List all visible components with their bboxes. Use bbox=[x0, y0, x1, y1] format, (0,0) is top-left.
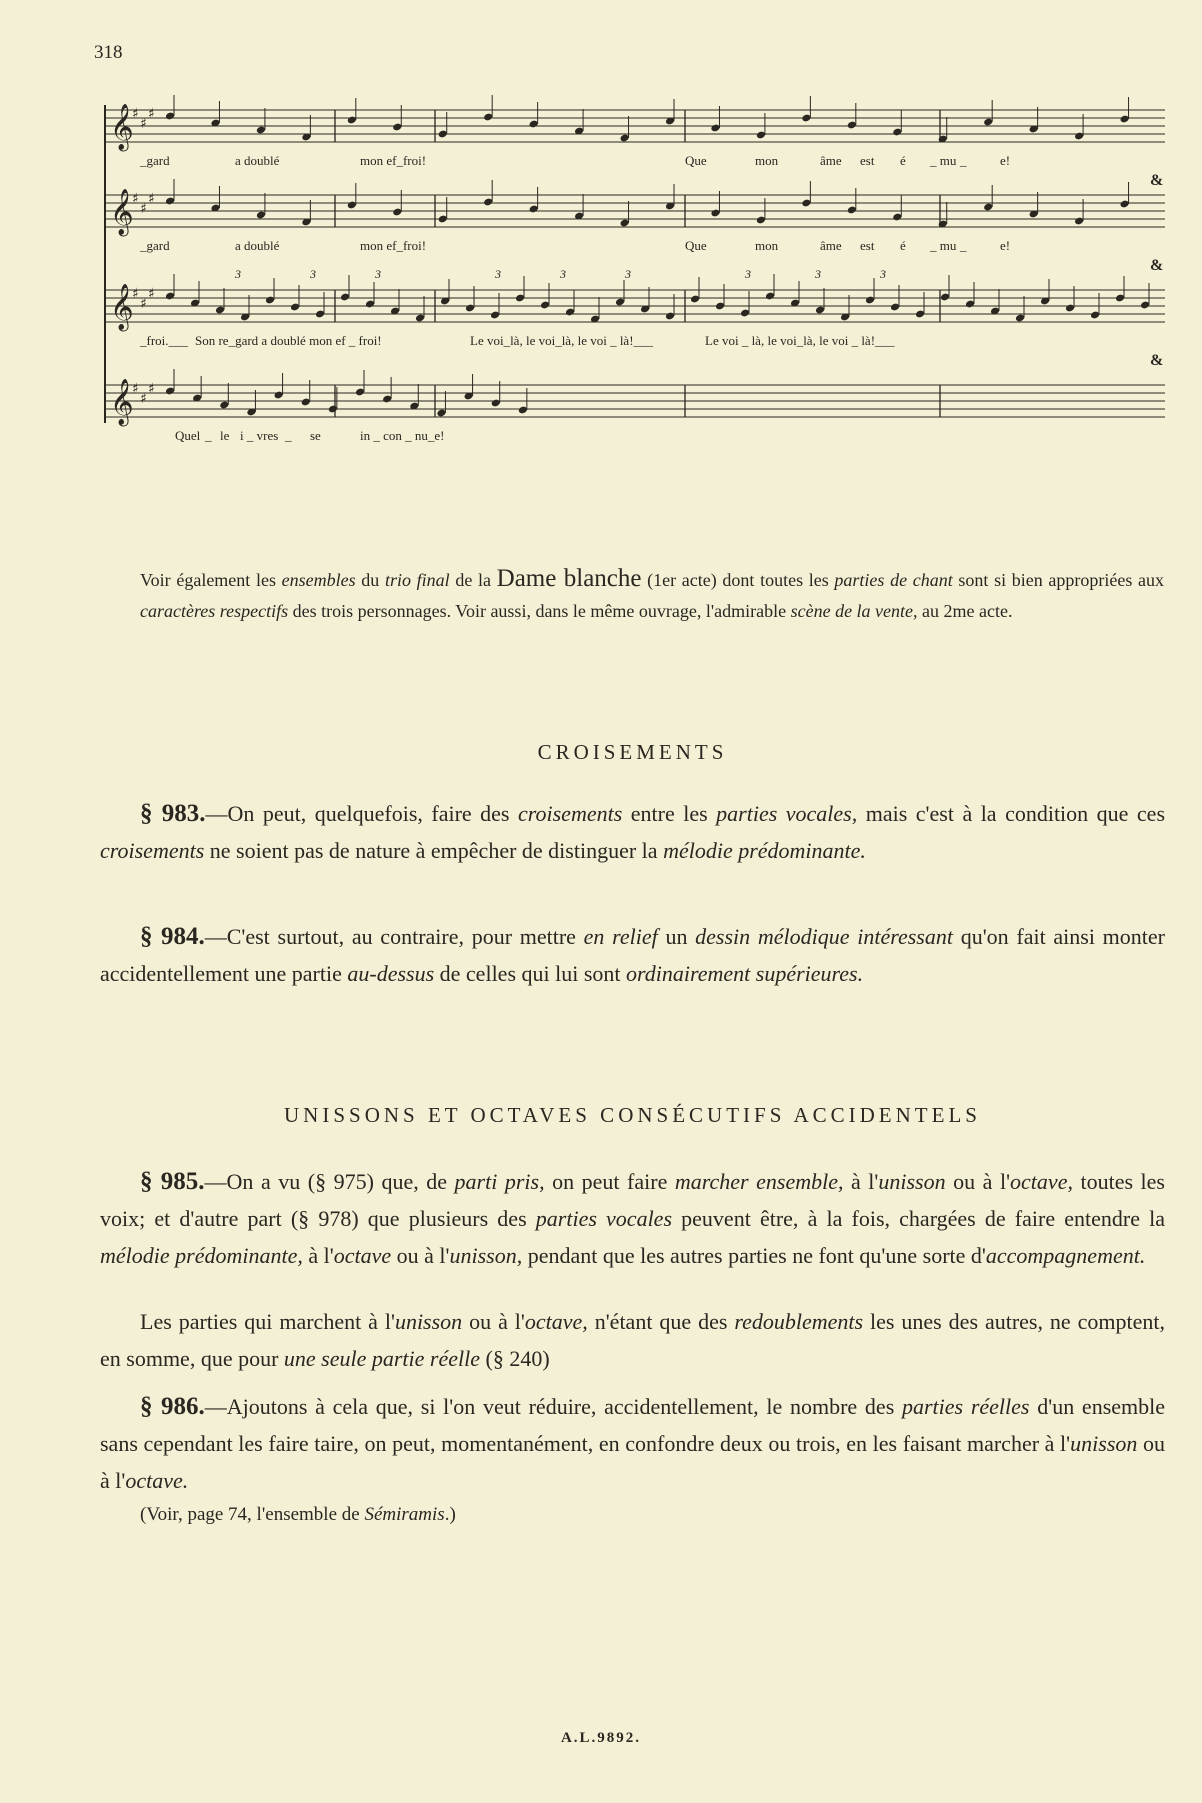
tuplet-mark: 3 bbox=[310, 267, 316, 281]
lyric-syllable: âme bbox=[820, 238, 842, 253]
lyric-syllable: âme bbox=[820, 153, 842, 168]
lyric-syllable: Que bbox=[685, 153, 707, 168]
text-italic: parties vocales bbox=[535, 1206, 673, 1231]
text-run: du bbox=[355, 570, 385, 590]
lyric-syllable: _froi.___ bbox=[140, 333, 189, 348]
lyric-syllable: in _ con _ nu_e! bbox=[360, 428, 445, 443]
text-italic: unisson bbox=[878, 1169, 946, 1194]
text-italic: octave, bbox=[1010, 1169, 1073, 1194]
lyric-syllable: Quel bbox=[175, 428, 201, 443]
text-italic: octave bbox=[333, 1243, 392, 1268]
sharp-icon: ♯ bbox=[140, 391, 147, 407]
music-score bbox=[100, 95, 1165, 525]
treble-clef-icon: 𝄞 bbox=[110, 104, 134, 150]
tuplet-mark: 3 bbox=[745, 267, 751, 281]
text-run: n'étant que des bbox=[587, 1309, 735, 1334]
text-run: —On a vu (§ 975) que, de bbox=[204, 1169, 455, 1194]
text-italic: octave, bbox=[524, 1309, 588, 1334]
intro-paragraph bbox=[140, 563, 1164, 627]
lyric-syllable: le bbox=[220, 428, 230, 443]
text-run: Voir également les bbox=[140, 570, 282, 590]
text-italic: mélodie prédominante, bbox=[100, 1243, 303, 1268]
lyric-syllable: mon bbox=[755, 238, 779, 253]
lyric-syllable: _ bbox=[205, 428, 212, 443]
treble-clef-icon: 𝄞 bbox=[110, 379, 134, 425]
note-semiramis bbox=[100, 1496, 1165, 1533]
text-run: (1er acte) dont toutes les bbox=[641, 570, 835, 590]
text-italic: Sémiramis bbox=[364, 1504, 445, 1525]
text-run: ou à l' bbox=[945, 1169, 1011, 1194]
sharp-icon: ♯ bbox=[148, 286, 155, 302]
text-italic: ordinairement supérieures. bbox=[626, 961, 864, 986]
text-run: toutes les voix; et d'autre part (§ 978) que plusieurs des bbox=[100, 1169, 1165, 1231]
text-italic: croisements bbox=[518, 801, 623, 826]
text-italic: marcher ensemble, bbox=[674, 1169, 844, 1194]
text-run: —Ajoutons à cela que, si l'on veut réduire, accidentellement, le nombre des bbox=[204, 1394, 902, 1419]
sharp-icon: ♯ bbox=[132, 286, 139, 302]
text-italic: parties de chant bbox=[834, 570, 953, 590]
text-run: —C'est surtout, au contraire, pour mettre bbox=[204, 924, 584, 949]
text-run: à l' bbox=[843, 1169, 879, 1194]
lyric-syllable: é bbox=[900, 153, 906, 168]
lyric-syllable: _ bbox=[960, 238, 967, 253]
text-run: mais c'est à la condition que ces bbox=[857, 801, 1166, 826]
lyric-syllable: est bbox=[860, 153, 875, 168]
paragraph-number: § 983. bbox=[140, 800, 206, 827]
lyric-syllable: _gard bbox=[140, 238, 170, 253]
tuplet-mark: 3 bbox=[880, 267, 886, 281]
text-run: entre les bbox=[622, 801, 717, 826]
text-run: des trois personnages. Voir aussi, dans le même ouvrage, l'admirable bbox=[288, 601, 791, 621]
text-italic: scène de la vente, bbox=[790, 601, 918, 621]
lyric-syllable: i _ vres bbox=[240, 428, 279, 443]
paragraph-985 bbox=[100, 1163, 1165, 1274]
footer-plate-number: A.L.9892. bbox=[560, 1730, 642, 1746]
text-run: —On peut, quelquefois, faire des bbox=[205, 801, 518, 826]
paragraph-number: § 985. bbox=[140, 1168, 205, 1195]
paragraph-986 bbox=[100, 1388, 1165, 1499]
lyric-syllable: mon bbox=[755, 153, 779, 168]
lyric-syllable: Que bbox=[685, 238, 707, 253]
sharp-icon: ♯ bbox=[132, 191, 139, 207]
sharp-icon: ♯ bbox=[132, 381, 139, 397]
treble-clef-icon: 𝄞 bbox=[110, 189, 134, 235]
text-run: Les parties qui marchent à l' bbox=[140, 1309, 395, 1334]
text-italic: une seule partie réelle bbox=[283, 1346, 481, 1371]
lyric-syllable: Son re_gard a doublé mon ef _ froi! bbox=[195, 333, 382, 348]
paragraph-number: § 986. bbox=[140, 1393, 205, 1420]
lyric-syllable: est bbox=[860, 238, 875, 253]
work-title: Dame blanche bbox=[496, 565, 642, 592]
sharp-icon: ♯ bbox=[140, 296, 147, 312]
text-run: ou à l' bbox=[100, 1431, 1166, 1493]
text-italic: en relief bbox=[583, 924, 658, 949]
text-italic: dessin mélodique intéressant bbox=[695, 924, 953, 949]
treble-clef-icon: 𝄞 bbox=[110, 284, 134, 330]
lyric-syllable: _ mu bbox=[930, 153, 957, 168]
lyric-syllable: e! bbox=[1000, 238, 1011, 253]
text-run: de celles qui lui sont bbox=[434, 961, 627, 986]
tuplet-mark: 3 bbox=[375, 267, 381, 281]
text-italic: trio final bbox=[384, 570, 450, 590]
text-italic: au-dessus bbox=[347, 961, 435, 986]
text-italic: caractères respectifs bbox=[140, 601, 289, 621]
text-italic: ensembles bbox=[281, 570, 356, 590]
text-run: qu'on fait ainsi monter accidentellement une partie bbox=[100, 924, 1165, 986]
text-run: au 2me acte. bbox=[917, 601, 1013, 621]
text-italic: parti pris, bbox=[454, 1169, 545, 1194]
text-run: un bbox=[657, 924, 696, 949]
text-run: (Voir, page 74, l'ensemble de bbox=[140, 1504, 365, 1525]
sharp-icon: ♯ bbox=[140, 116, 147, 132]
text-run: on peut faire bbox=[544, 1169, 675, 1194]
text-run: sont si bien appropriées aux bbox=[952, 570, 1165, 590]
lyric-syllable: a doublé bbox=[235, 153, 280, 168]
continuation-mark: & bbox=[1150, 352, 1164, 369]
text-italic: redoublements bbox=[734, 1309, 864, 1334]
text-run: pendant que les autres parties ne font qu'une sorte d' bbox=[522, 1243, 986, 1268]
text-run: les unes des autres, ne comptent, en somme, que pour bbox=[100, 1309, 1165, 1371]
sharp-icon: ♯ bbox=[140, 201, 147, 217]
tuplet-mark: 3 bbox=[235, 267, 241, 281]
section-heading-croisements: CROISEMENTS bbox=[537, 740, 728, 764]
page-number: 318 bbox=[94, 42, 123, 63]
lyric-syllable: e! bbox=[1000, 153, 1011, 168]
text-run: peuvent être, à la fois, chargées de faire entendre la bbox=[672, 1206, 1165, 1231]
text-italic: mélodie prédominante. bbox=[663, 838, 866, 863]
tuplet-mark: 3 bbox=[625, 267, 631, 281]
text-run: .) bbox=[444, 1504, 456, 1525]
text-italic: parties réelles bbox=[902, 1394, 1030, 1419]
lyric-syllable: mon ef_froi! bbox=[360, 238, 427, 253]
section-heading-unissons: UNISSONS ET OCTAVES CONSÉCUTIFS ACCIDENTELS bbox=[284, 1103, 981, 1127]
lyric-syllable: _ bbox=[285, 428, 292, 443]
score-staves bbox=[100, 95, 1165, 525]
text-run: ne soient pas de nature à empêcher de distinguer la bbox=[204, 838, 664, 863]
text-italic: octave. bbox=[125, 1468, 189, 1493]
lyric-syllable: _gard bbox=[140, 153, 170, 168]
paragraph-number: § 984. bbox=[140, 923, 205, 950]
text-run: ou à l' bbox=[391, 1243, 450, 1268]
tuplet-mark: 3 bbox=[560, 267, 566, 281]
lyric-syllable: mon ef_froi! bbox=[360, 153, 427, 168]
text-run: de la bbox=[449, 570, 497, 590]
text-italic: unisson bbox=[394, 1309, 463, 1334]
sharp-icon: ♯ bbox=[148, 191, 155, 207]
tuplet-mark: 3 bbox=[815, 267, 821, 281]
lyric-syllable: _ mu bbox=[930, 238, 957, 253]
paragraph-985-continued bbox=[100, 1303, 1165, 1377]
text-run: ou à l' bbox=[462, 1309, 525, 1334]
text-italic: unisson, bbox=[449, 1243, 523, 1268]
paragraph-983 bbox=[100, 795, 1165, 869]
text-italic: unisson bbox=[1070, 1431, 1138, 1456]
text-run: à l' bbox=[302, 1243, 334, 1268]
lyric-syllable: é bbox=[900, 238, 906, 253]
lyric-syllable: se bbox=[310, 428, 321, 443]
text-italic: croisements bbox=[100, 838, 205, 863]
sharp-icon: ♯ bbox=[148, 106, 155, 122]
paragraph-984 bbox=[100, 918, 1165, 992]
lyric-syllable: _ bbox=[960, 153, 967, 168]
sharp-icon: ♯ bbox=[148, 381, 155, 397]
continuation-mark: & bbox=[1150, 172, 1164, 189]
lyric-syllable: Le voi_là, le voi_là, le voi _ là!___ bbox=[470, 333, 654, 348]
lyric-syllable: a doublé bbox=[235, 238, 280, 253]
tuplet-mark: 3 bbox=[495, 267, 501, 281]
text-run: (§ 240) bbox=[480, 1346, 550, 1371]
sharp-icon: ♯ bbox=[132, 106, 139, 122]
continuation-mark: & bbox=[1150, 257, 1164, 274]
text-italic: parties vocales, bbox=[716, 801, 858, 826]
lyric-syllable: Le voi _ là, le voi_là, le voi _ là!___ bbox=[705, 333, 895, 348]
text-italic: accompagnement. bbox=[985, 1243, 1146, 1268]
text-run: d'un ensemble sans cependant les faire taire, on peut, momentanément, en confondre deux ou trois, en les faisant marcher à l' bbox=[100, 1394, 1166, 1456]
